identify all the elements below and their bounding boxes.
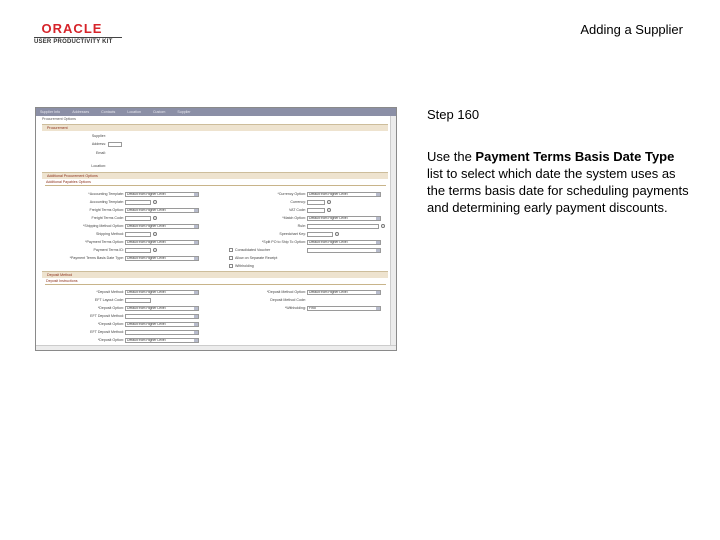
field-label: *Deposit Option: (97, 306, 124, 310)
lookup-icon[interactable] (153, 216, 157, 220)
logo-product: USER PRODUCTIVITY KIT (34, 39, 113, 45)
screenshot-tab-bar (36, 108, 396, 116)
field-label: EFT Layout Code: (94, 298, 124, 302)
payment-terms-id-input[interactable] (125, 248, 151, 253)
currency-option-select[interactable]: Default from Higher Level (307, 192, 381, 197)
checkbox-label: Withholding (235, 264, 254, 268)
shipping-method-option-select[interactable]: Default from Higher Level (125, 224, 199, 229)
field-label: *Payment Terms Option: (85, 240, 124, 244)
field-label: *Accounting Template: (88, 192, 124, 196)
shipping-method-input[interactable] (125, 232, 151, 237)
screenshot-tab[interactable]: Supplier Info (40, 110, 61, 114)
field-label: Freight Terms Code: (91, 216, 124, 220)
vertical-scrollbar[interactable] (390, 116, 396, 345)
deposit-option-select[interactable]: Default from Higher Level (125, 338, 199, 343)
section-header-deposit[interactable]: Deposit Method (42, 271, 388, 278)
lookup-icon[interactable] (153, 232, 157, 236)
field-label: *Deposit Option: (97, 338, 124, 342)
freight-terms-option-select[interactable]: Default from Higher Level (125, 208, 199, 213)
consolidated-voucher-checkbox[interactable] (229, 248, 233, 252)
separate-receipt-checkbox[interactable] (229, 256, 233, 260)
split-po-option-select[interactable]: Default from Higher Level (307, 240, 381, 245)
speedchart-key-input[interactable] (307, 232, 333, 237)
screenshot-tab[interactable]: Contacts (101, 110, 116, 114)
field-label: *Match Option: (282, 216, 306, 220)
freight-terms-input[interactable] (125, 216, 151, 221)
field-label: Supplier: (91, 134, 106, 138)
logo-divider (34, 37, 122, 38)
field-label: Rule: (297, 224, 306, 228)
field-label: *Currency Option: (277, 192, 306, 196)
subsection-deposit: Deposit Instructions (45, 279, 386, 285)
voucher-select[interactable] (307, 248, 381, 253)
deposit-method-option-select[interactable]: Default from Higher Level (307, 290, 381, 295)
lookup-icon[interactable] (335, 232, 339, 236)
instruction-suffix: list to select which date the system uses as the terms basis date for scheduling payments and determining early payment discounts. (427, 166, 689, 215)
field-label: Currency: (290, 200, 306, 204)
field-label: Address: (91, 142, 106, 146)
field-label: Deposit Method Code: (270, 298, 306, 302)
field-label: *Payment Terms Basis Date Type: (69, 256, 124, 260)
application-screenshot (35, 107, 397, 351)
field-label: Location: (91, 164, 106, 168)
step-instruction (427, 148, 689, 216)
page-title: Adding a Supplier (580, 22, 683, 37)
payment-terms-basis-date-type-select[interactable]: Default from Higher Level (125, 256, 199, 261)
instruction-prefix: Use the (427, 149, 476, 164)
rule-input[interactable] (307, 224, 379, 229)
instruction-field-name: Payment Terms Basis Date Type (475, 149, 675, 164)
subsection-payables: Additional Payables Options (45, 180, 386, 186)
withholding-select[interactable]: Find (307, 306, 381, 311)
field-label: EFT Deposit Method: (90, 314, 124, 318)
checkbox-label: Consolidated Voucher (235, 248, 271, 252)
step-number: Step 160 (427, 107, 480, 122)
field-label: VAT Code: (289, 208, 306, 212)
lookup-icon[interactable] (153, 200, 157, 204)
field-label: *Deposit Method: (96, 290, 124, 294)
accounting-template-option-select[interactable]: Default from Higher Level (125, 192, 199, 197)
logo-brand: ORACLE (41, 21, 103, 36)
screenshot-tab[interactable]: Addresses (72, 110, 90, 114)
deposit-option-select[interactable]: Default from Higher Level (125, 306, 199, 311)
lookup-icon[interactable] (381, 224, 385, 228)
vat-code-input[interactable] (307, 208, 325, 213)
deposit-method-select[interactable]: Default from Higher Level (125, 290, 199, 295)
screenshot-tab[interactable]: Custom (152, 110, 166, 114)
section-header-payables[interactable]: Additional Procurement Options (42, 172, 388, 179)
eft-deposit-method-select[interactable] (125, 314, 199, 319)
field-label: Email: (96, 151, 106, 155)
screenshot-tab[interactable]: Supplier (177, 110, 191, 114)
field-label: *Deposit Option: (97, 322, 124, 326)
field-label: Payment Terms ID: (93, 248, 124, 252)
match-option-select[interactable]: Default from Higher Level (307, 216, 381, 221)
address-input[interactable] (108, 142, 122, 147)
deposit-option-select[interactable]: Default from Higher Level (125, 322, 199, 327)
withholding-checkbox[interactable] (229, 264, 233, 268)
lookup-icon[interactable] (327, 208, 331, 212)
screenshot-breadcrumb: Procurement Options (42, 117, 76, 121)
payment-terms-option-select[interactable]: Default from Higher Level (125, 240, 199, 245)
field-label: Accounting Template: (89, 200, 124, 204)
field-label: *Split PO to Ship To Option: (261, 240, 306, 244)
horizontal-scrollbar[interactable] (36, 345, 396, 350)
lookup-icon[interactable] (153, 248, 157, 252)
accounting-template-input[interactable] (125, 200, 151, 205)
lookup-icon[interactable] (327, 200, 331, 204)
checkbox-label: Allow on Separate Receipt (235, 256, 278, 260)
field-label: *Shipping Method Option: (83, 224, 124, 228)
field-label: *Withholding: (284, 306, 306, 310)
eft-deposit-method-select[interactable] (125, 330, 199, 335)
field-label: Speedchart Key: (279, 232, 306, 236)
field-label: Freight Terms Option: (89, 208, 124, 212)
section-header-procurement[interactable]: Procurement (42, 124, 388, 131)
field-label: *Deposit Method Option: (266, 290, 306, 294)
screenshot-tab[interactable]: Location (127, 110, 141, 114)
field-label: Shipping Method: (96, 232, 124, 236)
oracle-upk-logo (34, 22, 124, 45)
currency-input[interactable] (307, 200, 325, 205)
eft-layout-input[interactable] (125, 298, 151, 303)
field-label: EFT Deposit Method: (90, 330, 124, 334)
